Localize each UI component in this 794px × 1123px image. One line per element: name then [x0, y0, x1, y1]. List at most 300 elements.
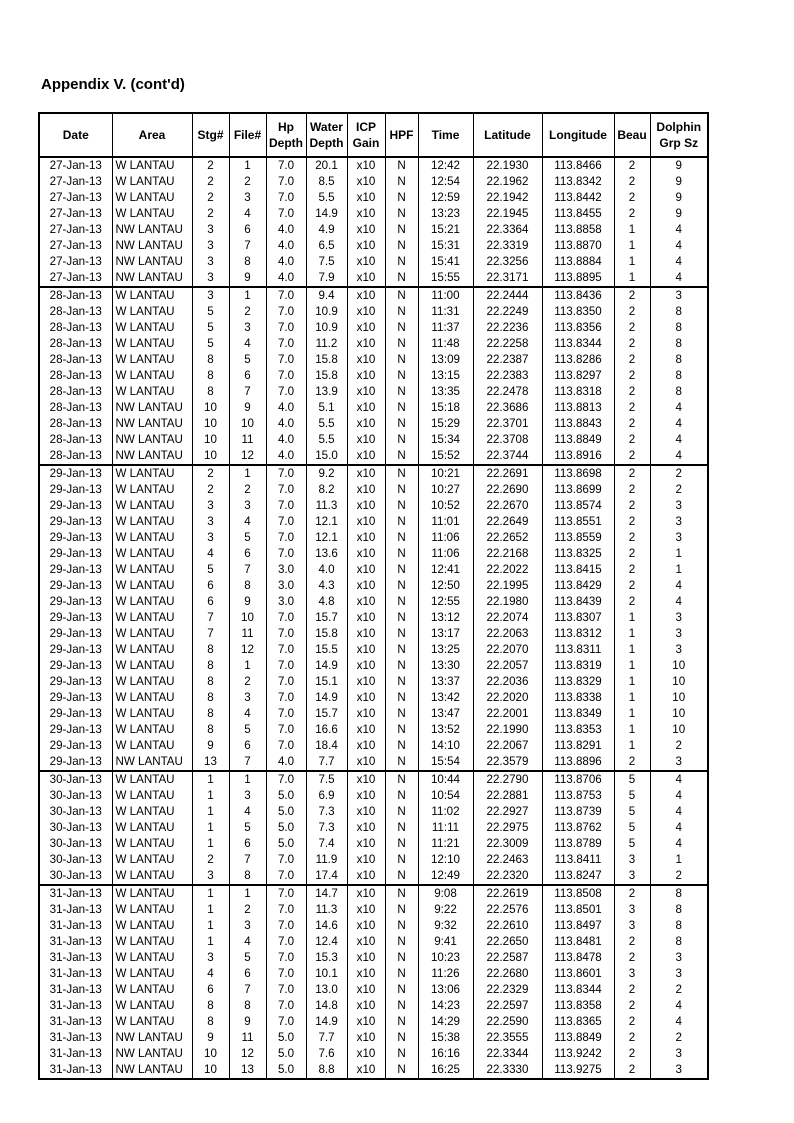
cell-beau: 5	[614, 836, 650, 852]
table-row	[39, 238, 708, 254]
cell-hp-depth: 4.0	[266, 416, 306, 432]
cell-time: 15:41	[418, 254, 473, 270]
cell-icp-gain: x10	[347, 448, 385, 465]
cell-time: 10:23	[418, 950, 473, 966]
cell-area: W LANTAU	[112, 287, 192, 304]
cell-dolphin-grp-sz: 3	[650, 498, 708, 514]
cell-beau: 5	[614, 804, 650, 820]
cell-beau: 2	[614, 320, 650, 336]
cell-hp-depth: 7.0	[266, 738, 306, 754]
cell-latitude: 22.1980	[473, 594, 542, 610]
cell-latitude: 22.2001	[473, 706, 542, 722]
cell-date: 28-Jan-13	[39, 352, 112, 368]
cell-hpf: N	[385, 804, 418, 820]
cell-dolphin-grp-sz: 4	[650, 270, 708, 287]
cell-date: 31-Jan-13	[39, 998, 112, 1014]
cell-icp-gain: x10	[347, 1046, 385, 1062]
cell-area: NW LANTAU	[112, 432, 192, 448]
cell-hpf: N	[385, 966, 418, 982]
cell-hpf: N	[385, 868, 418, 885]
cell-longitude: 113.8762	[542, 820, 614, 836]
cell-latitude: 22.2610	[473, 918, 542, 934]
table-row	[39, 448, 708, 465]
cell-time: 13:12	[418, 610, 473, 626]
cell-time: 11:48	[418, 336, 473, 352]
cell-hpf: N	[385, 754, 418, 771]
cell-water-depth: 15.5	[306, 642, 347, 658]
cell-date: 31-Jan-13	[39, 966, 112, 982]
cell-stg: 2	[192, 174, 229, 190]
cell-icp-gain: x10	[347, 190, 385, 206]
cell-hpf: N	[385, 482, 418, 498]
cell-icp-gain: x10	[347, 206, 385, 222]
cell-date: 28-Jan-13	[39, 304, 112, 320]
cell-file: 7	[229, 982, 266, 998]
cell-latitude: 22.2168	[473, 546, 542, 562]
table-row	[39, 1062, 708, 1079]
cell-icp-gain: x10	[347, 352, 385, 368]
cell-area: W LANTAU	[112, 868, 192, 885]
cell-time: 13:42	[418, 690, 473, 706]
cell-area: NW LANTAU	[112, 254, 192, 270]
cell-hp-depth: 7.0	[266, 465, 306, 482]
cell-file: 2	[229, 902, 266, 918]
cell-longitude: 113.8813	[542, 400, 614, 416]
cell-hp-depth: 5.0	[266, 820, 306, 836]
cell-longitude: 113.8753	[542, 788, 614, 804]
cell-latitude: 22.2249	[473, 304, 542, 320]
cell-area: NW LANTAU	[112, 754, 192, 771]
table-row	[39, 788, 708, 804]
cell-area: W LANTAU	[112, 304, 192, 320]
cell-area: NW LANTAU	[112, 1062, 192, 1079]
cell-hpf: N	[385, 658, 418, 674]
cell-file: 1	[229, 771, 266, 788]
cell-beau: 3	[614, 852, 650, 868]
cell-icp-gain: x10	[347, 254, 385, 270]
cell-longitude: 113.8843	[542, 416, 614, 432]
cell-stg: 3	[192, 868, 229, 885]
table-row	[39, 465, 708, 482]
cell-hpf: N	[385, 432, 418, 448]
cell-beau: 2	[614, 368, 650, 384]
cell-time: 13:52	[418, 722, 473, 738]
cell-beau: 2	[614, 514, 650, 530]
cell-latitude: 22.2063	[473, 626, 542, 642]
cell-hpf: N	[385, 530, 418, 546]
cell-stg: 1	[192, 820, 229, 836]
cell-hp-depth: 3.0	[266, 578, 306, 594]
cell-beau: 2	[614, 934, 650, 950]
cell-icp-gain: x10	[347, 174, 385, 190]
cell-hpf: N	[385, 238, 418, 254]
cell-stg: 1	[192, 918, 229, 934]
cell-file: 6	[229, 222, 266, 238]
cell-area: W LANTAU	[112, 902, 192, 918]
cell-longitude: 113.8415	[542, 562, 614, 578]
cell-beau: 2	[614, 482, 650, 498]
cell-area: W LANTAU	[112, 546, 192, 562]
header-label: Area	[138, 128, 166, 142]
header-label: Hp	[278, 120, 294, 134]
cell-beau: 1	[614, 626, 650, 642]
cell-latitude: 22.3701	[473, 416, 542, 432]
cell-water-depth: 8.8	[306, 1062, 347, 1079]
cell-time: 15:55	[418, 270, 473, 287]
cell-time: 10:44	[418, 771, 473, 788]
cell-date: 28-Jan-13	[39, 448, 112, 465]
table-row	[39, 950, 708, 966]
cell-latitude: 22.3555	[473, 1030, 542, 1046]
cell-file: 5	[229, 352, 266, 368]
column-header-beau	[614, 113, 650, 157]
cell-icp-gain: x10	[347, 998, 385, 1014]
table-row	[39, 578, 708, 594]
cell-latitude: 22.2236	[473, 320, 542, 336]
cell-file: 11	[229, 432, 266, 448]
cell-area: W LANTAU	[112, 722, 192, 738]
cell-hpf: N	[385, 270, 418, 287]
cell-date: 31-Jan-13	[39, 918, 112, 934]
cell-icp-gain: x10	[347, 690, 385, 706]
cell-longitude: 113.8849	[542, 1030, 614, 1046]
cell-icp-gain: x10	[347, 820, 385, 836]
cell-time: 14:10	[418, 738, 473, 754]
cell-date: 30-Jan-13	[39, 820, 112, 836]
cell-dolphin-grp-sz: 4	[650, 836, 708, 852]
cell-longitude: 113.8411	[542, 852, 614, 868]
cell-time: 12:49	[418, 868, 473, 885]
cell-longitude: 113.8318	[542, 384, 614, 400]
cell-area: W LANTAU	[112, 934, 192, 950]
cell-latitude: 22.2670	[473, 498, 542, 514]
cell-latitude: 22.1942	[473, 190, 542, 206]
cell-beau: 1	[614, 270, 650, 287]
cell-water-depth: 9.2	[306, 465, 347, 482]
cell-file: 3	[229, 190, 266, 206]
cell-latitude: 22.1995	[473, 578, 542, 594]
cell-beau: 2	[614, 530, 650, 546]
cell-beau: 1	[614, 674, 650, 690]
column-header-longitude	[542, 113, 614, 157]
cell-dolphin-grp-sz: 4	[650, 222, 708, 238]
cell-longitude: 113.8466	[542, 157, 614, 174]
cell-file: 1	[229, 465, 266, 482]
cell-area: W LANTAU	[112, 578, 192, 594]
cell-dolphin-grp-sz: 1	[650, 562, 708, 578]
cell-hpf: N	[385, 788, 418, 804]
cell-latitude: 22.2329	[473, 982, 542, 998]
cell-date: 27-Jan-13	[39, 157, 112, 174]
cell-stg: 8	[192, 706, 229, 722]
cell-icp-gain: x10	[347, 788, 385, 804]
cell-hpf: N	[385, 594, 418, 610]
cell-beau: 2	[614, 174, 650, 190]
cell-stg: 2	[192, 482, 229, 498]
header-label: Dolphin	[656, 120, 702, 134]
cell-area: W LANTAU	[112, 1014, 192, 1030]
cell-time: 10:54	[418, 788, 473, 804]
cell-area: W LANTAU	[112, 384, 192, 400]
cell-longitude: 113.8870	[542, 238, 614, 254]
cell-beau: 2	[614, 578, 650, 594]
cell-longitude: 113.9275	[542, 1062, 614, 1079]
cell-hp-depth: 3.0	[266, 562, 306, 578]
cell-file: 5	[229, 722, 266, 738]
table-row	[39, 674, 708, 690]
cell-stg: 2	[192, 157, 229, 174]
cell-hpf: N	[385, 738, 418, 754]
cell-hpf: N	[385, 690, 418, 706]
cell-stg: 3	[192, 498, 229, 514]
cell-hpf: N	[385, 384, 418, 400]
cell-hpf: N	[385, 885, 418, 902]
cell-hp-depth: 7.0	[266, 658, 306, 674]
cell-area: W LANTAU	[112, 610, 192, 626]
cell-icp-gain: x10	[347, 918, 385, 934]
table-row	[39, 690, 708, 706]
cell-stg: 1	[192, 788, 229, 804]
survey-data-table	[38, 112, 709, 1080]
cell-beau: 2	[614, 400, 650, 416]
cell-water-depth: 7.5	[306, 254, 347, 270]
cell-latitude: 22.1930	[473, 157, 542, 174]
cell-icp-gain: x10	[347, 530, 385, 546]
cell-area: W LANTAU	[112, 738, 192, 754]
cell-date: 30-Jan-13	[39, 771, 112, 788]
cell-dolphin-grp-sz: 8	[650, 368, 708, 384]
cell-longitude: 113.8706	[542, 771, 614, 788]
cell-hp-depth: 7.0	[266, 918, 306, 934]
cell-hp-depth: 4.0	[266, 448, 306, 465]
cell-water-depth: 14.9	[306, 206, 347, 222]
cell-water-depth: 7.6	[306, 1046, 347, 1062]
cell-hpf: N	[385, 642, 418, 658]
cell-file: 3	[229, 320, 266, 336]
cell-area: NW LANTAU	[112, 1030, 192, 1046]
cell-hpf: N	[385, 157, 418, 174]
cell-hp-depth: 7.0	[266, 1014, 306, 1030]
cell-dolphin-grp-sz: 3	[650, 287, 708, 304]
cell-date: 28-Jan-13	[39, 432, 112, 448]
cell-beau: 2	[614, 384, 650, 400]
cell-date: 27-Jan-13	[39, 206, 112, 222]
cell-stg: 6	[192, 578, 229, 594]
cell-hp-depth: 7.0	[266, 174, 306, 190]
cell-hp-depth: 7.0	[266, 885, 306, 902]
cell-stg: 6	[192, 594, 229, 610]
cell-hp-depth: 4.0	[266, 270, 306, 287]
cell-date: 29-Jan-13	[39, 626, 112, 642]
cell-hpf: N	[385, 771, 418, 788]
cell-date: 28-Jan-13	[39, 287, 112, 304]
cell-hpf: N	[385, 1046, 418, 1062]
cell-water-depth: 5.5	[306, 190, 347, 206]
column-header-dolphin-grp-sz	[650, 113, 708, 157]
cell-hp-depth: 7.0	[266, 722, 306, 738]
cell-hp-depth: 5.0	[266, 788, 306, 804]
cell-longitude: 113.8916	[542, 448, 614, 465]
cell-time: 15:38	[418, 1030, 473, 1046]
cell-water-depth: 11.3	[306, 902, 347, 918]
cell-hp-depth: 4.0	[266, 254, 306, 270]
column-header-area	[112, 113, 192, 157]
table-row	[39, 1046, 708, 1062]
cell-icp-gain: x10	[347, 304, 385, 320]
cell-time: 15:54	[418, 754, 473, 771]
cell-latitude: 22.2619	[473, 885, 542, 902]
cell-file: 8	[229, 998, 266, 1014]
cell-longitude: 113.8442	[542, 190, 614, 206]
table-row	[39, 885, 708, 902]
table-row	[39, 594, 708, 610]
cell-date: 29-Jan-13	[39, 498, 112, 514]
cell-dolphin-grp-sz: 3	[650, 626, 708, 642]
cell-hp-depth: 7.0	[266, 368, 306, 384]
table-row	[39, 610, 708, 626]
cell-hpf: N	[385, 1062, 418, 1079]
cell-beau: 1	[614, 610, 650, 626]
cell-icp-gain: x10	[347, 950, 385, 966]
header-label: Gain	[352, 136, 380, 150]
cell-beau: 2	[614, 157, 650, 174]
cell-time: 9:32	[418, 918, 473, 934]
cell-area: W LANTAU	[112, 174, 192, 190]
cell-latitude: 22.2022	[473, 562, 542, 578]
table-row	[39, 771, 708, 788]
cell-water-depth: 14.6	[306, 918, 347, 934]
cell-icp-gain: x10	[347, 982, 385, 998]
cell-date: 29-Jan-13	[39, 562, 112, 578]
cell-dolphin-grp-sz: 8	[650, 352, 708, 368]
cell-icp-gain: x10	[347, 336, 385, 352]
cell-hp-depth: 7.0	[266, 998, 306, 1014]
cell-beau: 5	[614, 771, 650, 788]
cell-icp-gain: x10	[347, 562, 385, 578]
cell-longitude: 113.8497	[542, 918, 614, 934]
cell-hp-depth: 7.0	[266, 626, 306, 642]
cell-beau: 2	[614, 465, 650, 482]
cell-file: 2	[229, 174, 266, 190]
table-row	[39, 706, 708, 722]
cell-longitude: 113.8311	[542, 642, 614, 658]
cell-time: 9:22	[418, 902, 473, 918]
cell-time: 11:26	[418, 966, 473, 982]
table-row	[39, 287, 708, 304]
cell-file: 6	[229, 546, 266, 562]
cell-latitude: 22.2790	[473, 771, 542, 788]
cell-file: 7	[229, 384, 266, 400]
cell-beau: 5	[614, 788, 650, 804]
cell-dolphin-grp-sz: 8	[650, 336, 708, 352]
cell-stg: 7	[192, 626, 229, 642]
cell-icp-gain: x10	[347, 465, 385, 482]
cell-dolphin-grp-sz: 3	[650, 754, 708, 771]
cell-latitude: 22.2067	[473, 738, 542, 754]
cell-date: 28-Jan-13	[39, 384, 112, 400]
cell-longitude: 113.8455	[542, 206, 614, 222]
cell-icp-gain: x10	[347, 287, 385, 304]
cell-icp-gain: x10	[347, 804, 385, 820]
cell-date: 28-Jan-13	[39, 368, 112, 384]
cell-latitude: 22.3171	[473, 270, 542, 287]
table-row	[39, 320, 708, 336]
cell-stg: 3	[192, 238, 229, 254]
cell-time: 14:23	[418, 998, 473, 1014]
cell-file: 3	[229, 690, 266, 706]
cell-time: 13:17	[418, 626, 473, 642]
cell-hp-depth: 5.0	[266, 804, 306, 820]
cell-file: 2	[229, 674, 266, 690]
cell-water-depth: 15.3	[306, 950, 347, 966]
cell-latitude: 22.2587	[473, 950, 542, 966]
table-row	[39, 1014, 708, 1030]
cell-area: NW LANTAU	[112, 238, 192, 254]
cell-dolphin-grp-sz: 10	[650, 690, 708, 706]
cell-hpf: N	[385, 1014, 418, 1030]
cell-file: 6	[229, 738, 266, 754]
cell-beau: 2	[614, 416, 650, 432]
cell-hp-depth: 7.0	[266, 982, 306, 998]
column-header-water-depth	[306, 113, 347, 157]
table-row	[39, 998, 708, 1014]
cell-latitude: 22.2463	[473, 852, 542, 868]
cell-latitude: 22.2927	[473, 804, 542, 820]
cell-area: NW LANTAU	[112, 400, 192, 416]
cell-beau: 2	[614, 998, 650, 1014]
cell-time: 10:21	[418, 465, 473, 482]
cell-date: 29-Jan-13	[39, 594, 112, 610]
cell-date: 29-Jan-13	[39, 514, 112, 530]
cell-hp-depth: 7.0	[266, 690, 306, 706]
header-label: Beau	[617, 128, 647, 142]
cell-dolphin-grp-sz: 2	[650, 1030, 708, 1046]
cell-time: 13:47	[418, 706, 473, 722]
cell-area: W LANTAU	[112, 690, 192, 706]
cell-file: 6	[229, 368, 266, 384]
cell-water-depth: 10.1	[306, 966, 347, 982]
cell-hpf: N	[385, 336, 418, 352]
cell-water-depth: 4.3	[306, 578, 347, 594]
cell-stg: 3	[192, 287, 229, 304]
cell-water-depth: 6.5	[306, 238, 347, 254]
cell-area: W LANTAU	[112, 950, 192, 966]
cell-stg: 9	[192, 738, 229, 754]
cell-longitude: 113.9242	[542, 1046, 614, 1062]
cell-water-depth: 14.9	[306, 690, 347, 706]
table-row	[39, 642, 708, 658]
cell-stg: 8	[192, 352, 229, 368]
cell-icp-gain: x10	[347, 771, 385, 788]
table-row	[39, 626, 708, 642]
column-header-date	[39, 113, 112, 157]
cell-time: 12:54	[418, 174, 473, 190]
cell-file: 7	[229, 562, 266, 578]
cell-stg: 13	[192, 754, 229, 771]
cell-latitude: 22.2320	[473, 868, 542, 885]
table-row	[39, 336, 708, 352]
cell-area: W LANTAU	[112, 820, 192, 836]
table-row	[39, 368, 708, 384]
cell-water-depth: 7.3	[306, 804, 347, 820]
table-row	[39, 966, 708, 982]
cell-longitude: 113.8789	[542, 836, 614, 852]
cell-stg: 8	[192, 642, 229, 658]
cell-longitude: 113.8895	[542, 270, 614, 287]
cell-stg: 10	[192, 432, 229, 448]
cell-longitude: 113.8286	[542, 352, 614, 368]
cell-time: 14:29	[418, 1014, 473, 1030]
